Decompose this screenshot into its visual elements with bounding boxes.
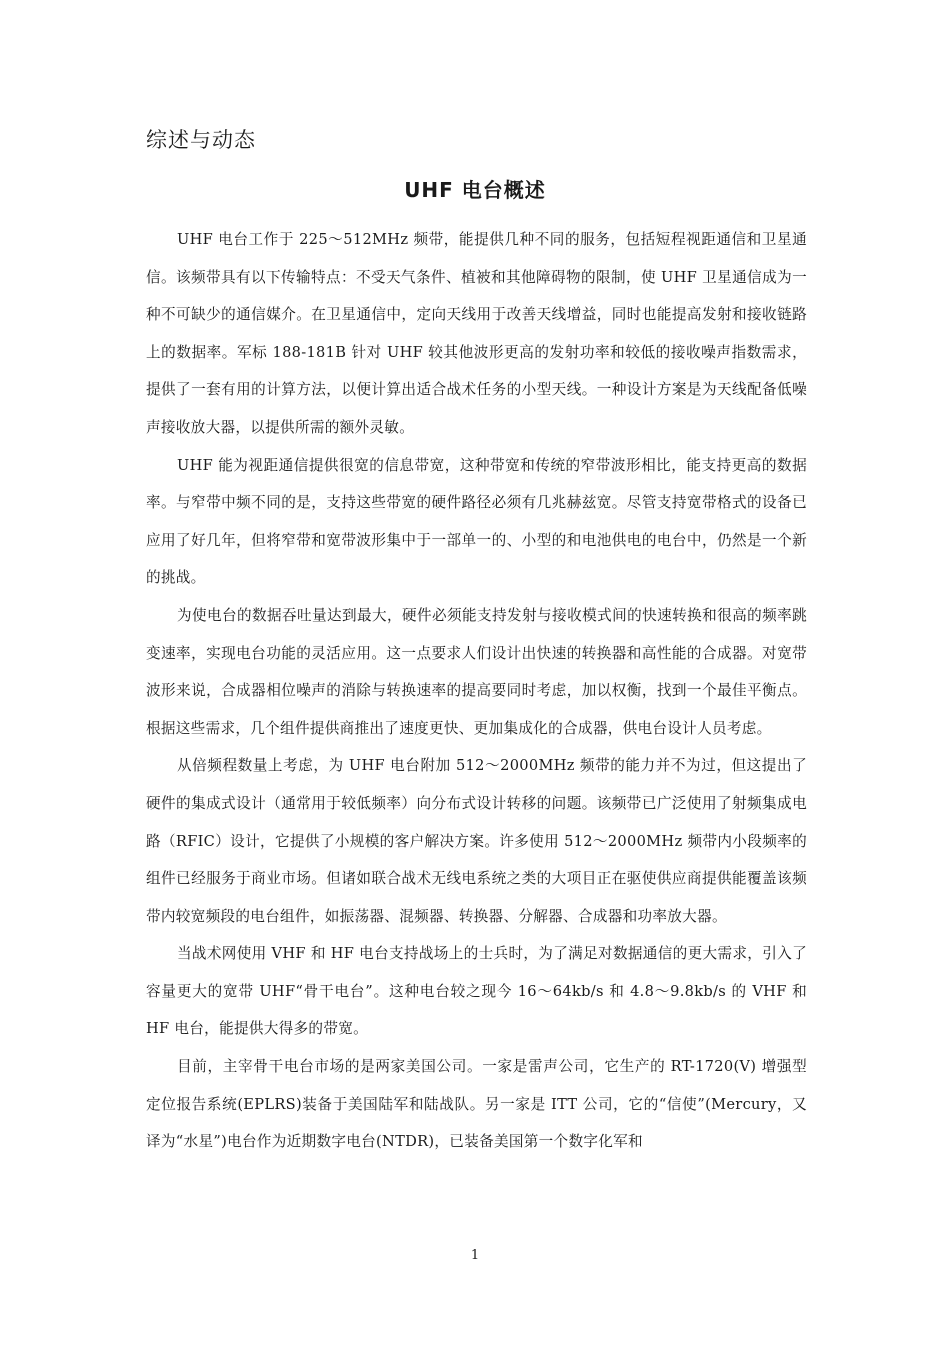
paragraph-2: UHF 能为视距通信提供很宽的信息带宽，这种带宽和传统的窄带波形相比，能支持更高的数据率。与窄带中频不同的是，支持这些带宽的硬件路径必须有几兆赫兹宽。尽管支持宽带格式的设备已应用了好几年，但将窄带和宽带波形集中于一部单一的、小型的和电池供电的电台中，仍然是一个新的挑战。 — [146, 456, 807, 587]
section-heading: 综述与动态 — [146, 128, 256, 152]
page-title: UHF 电台概述 — [404, 178, 546, 202]
paragraph-6: 目前，主宰骨干电台市场的是两家美国公司。一家是雷声公司，它生产的 RT-1720(V) 增强型定位报告系统(EPLRS)装备于美国陆军和陆战队。另一家是 ITT 公司，它的“信使”(Mercury，又译为“水星”)电台作为近期数字电台(NTDR)，已装备美国第一个数字化军和 — [146, 1058, 807, 1151]
paragraph-5: 当战术网使用 VHF 和 HF 电台支持战场上的士兵时，为了满足对数据通信的更大需求，引入了容量更大的宽带 UHF“骨干电台”。这种电台较之现今 16～64kb/s 和 4.8～9.8kb/s 的 VHF 和 HF 电台，能提供大得多的带宽。 — [146, 945, 807, 1038]
paragraph-4: 从倍频程数量上考虑，为 UHF 电台附加 512～2000MHz 频带的能力并不为过，但这提出了硬件的集成式设计（通常用于较低频率）向分布式设计转移的问题。该频带已广泛使用了射频集成电路（RFIC）设计，它提供了小规模的客户解决方案。许多使用 512～2000MHz 频带内小段频率的组件已经服务于商业市场。但诸如联合战术无线电系统之类的大项目正在驱使供应商提供能覆盖该频带内较宽频段的电台组件，如振荡器、混频器、转换器、分解器、合成器和功率放大器。 — [146, 757, 807, 925]
page-number: 1 — [470, 1248, 480, 1263]
article-body — [146, 221, 807, 1161]
paragraph-3: 为使电台的数据吞吐量达到最大，硬件必须能支持发射与接收模式间的快速转换和很高的频率跳变速率，实现电台功能的灵活应用。这一点要求人们设计出快速的转换器和高性能的合成器。对宽带波形来说，合成器相位噪声的消除与转换速率的提高要同时考虑，加以权衡，找到一个最佳平衡点。根据这些需求，几个组件提供商推出了速度更快、更加集成化的合成器，供电台设计人员考虑。 — [146, 606, 807, 737]
paragraph-1: UHF 电台工作于 225～512MHz 频带，能提供几种不同的服务，包括短程视距通信和卫星通信。该频带具有以下传输特点：不受天气条件、植被和其他障碍物的限制，使 UHF 卫星通信成为一种不可缺少的通信媒介。在卫星通信中，定向天线用于改善天线增益，同时也能提高发射和接收链路上的数据率。军标 188-181B 针对 UHF 较其他波形更高的发射功率和较低的接收噪声指数需求，提供了一套有用的计算方法，以便计算出适合战术任务的小型天线。一种设计方案是为天线配备低噪声接收放大器，以提供所需的额外灵敏。 — [146, 231, 807, 436]
